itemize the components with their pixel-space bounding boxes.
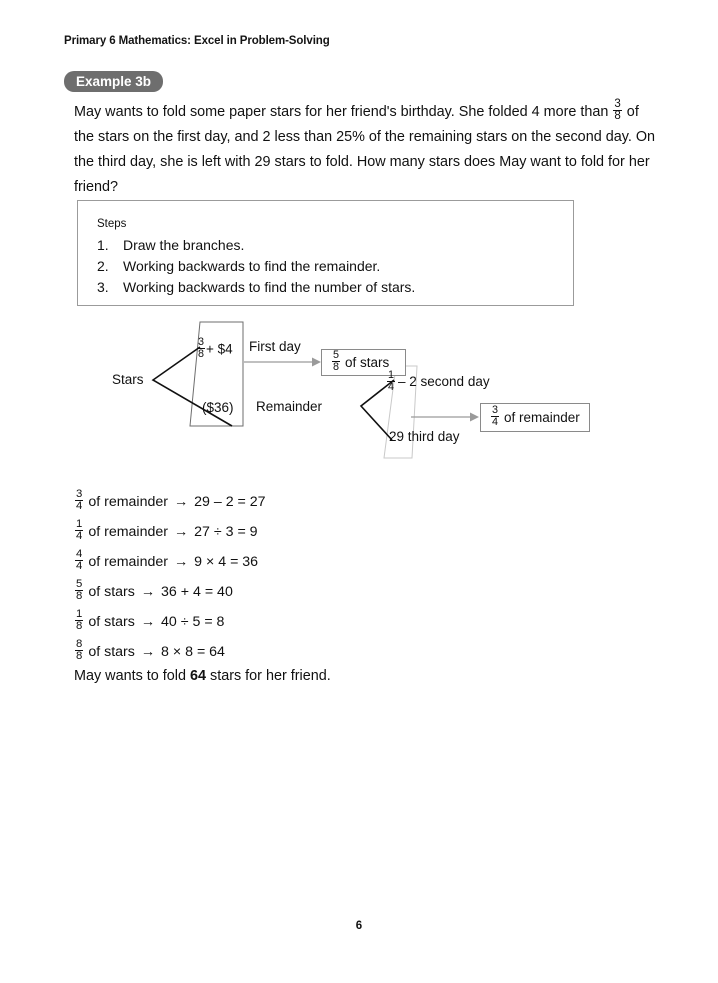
fraction-denominator: 8 (333, 360, 340, 373)
fraction-three-eighths (197, 337, 205, 360)
steps-title: Steps (97, 218, 127, 230)
fraction-denominator: 4 (492, 415, 499, 428)
first-day-result-text: of stars (345, 355, 390, 370)
fraction-three-quarters (491, 405, 499, 428)
solution-fraction (75, 519, 83, 543)
first-branch-bottom-label: ($36) (202, 400, 234, 415)
solution-fraction (75, 549, 83, 573)
solution-fraction (75, 579, 83, 603)
arrow-icon: → (173, 554, 189, 570)
step-number: 3. (97, 279, 109, 295)
fraction-denominator: 4 (388, 380, 395, 393)
example-badge: Example 3b (64, 71, 163, 92)
second-branch-top-label (386, 368, 490, 394)
first-branch-top-operation: + $4 (206, 341, 233, 357)
step-text: Working backwards to find the remainder. (123, 258, 381, 274)
solution-line (74, 607, 614, 637)
fraction-numerator: 3 (76, 487, 83, 500)
first-day-arrow-head (312, 358, 321, 367)
step-number: 1. (97, 237, 109, 253)
steps-list (97, 235, 415, 298)
step-item-1 (97, 235, 415, 256)
solution-expression: 40 ÷ 5 = 8 (161, 614, 225, 630)
fraction-numerator: 1 (388, 368, 395, 381)
page-number: 6 (355, 920, 363, 932)
solution-line (74, 487, 614, 517)
remainder-arrow-head (470, 413, 479, 422)
remainder-result-text: of remainder (504, 410, 580, 425)
arrow-icon: → (140, 584, 156, 600)
diagram-root-label: Stars (112, 372, 144, 387)
running-head: Primary 6 Mathematics: Excel in Problem-Solving (64, 35, 330, 47)
problem-statement (74, 97, 659, 200)
fraction-numerator: 3 (614, 97, 621, 110)
fraction-numerator: 1 (76, 607, 83, 620)
fraction-denominator: 4 (76, 500, 83, 513)
fraction-numerator: 1 (76, 517, 83, 530)
step-item-2 (97, 256, 415, 277)
fraction-denominator: 8 (614, 110, 621, 123)
fraction-numerator: 3 (198, 335, 205, 348)
solution-expression: 8 × 8 = 64 (161, 644, 225, 660)
fraction-denominator: 8 (76, 620, 83, 633)
first-branch-top-label (196, 335, 233, 361)
fraction-denominator: 8 (76, 650, 83, 663)
arrow-icon: → (173, 494, 189, 510)
problem-text-part1: May wants to fold some paper stars for her friend's birthday. She folded 4 more than (74, 104, 613, 120)
solution-line (74, 547, 614, 577)
problem-fraction-three-eighths (613, 99, 621, 123)
second-branch-top-operation: – 2 second day (398, 374, 490, 390)
solution-subject: of remainder (88, 554, 168, 570)
fraction-numerator: 4 (76, 547, 83, 560)
solution-subject: of remainder (88, 494, 168, 510)
solution-fraction (75, 609, 83, 633)
step-text: Draw the branches. (123, 237, 245, 253)
fraction-numerator: 8 (76, 637, 83, 650)
step-text: Working backwards to find the number of stars. (123, 279, 416, 295)
solution-fraction (75, 489, 83, 513)
fraction-denominator: 4 (76, 530, 83, 543)
remainder-result-box (480, 403, 590, 432)
solution-line (74, 517, 614, 547)
problem-text-part2: of the stars on the first day, and 2 less than 25% of the remaining stars on the second day. On the third day, she is left with 29 stars to fold. How many stars does May want to fold for her friend? (74, 104, 656, 195)
fraction-numerator: 3 (492, 403, 499, 416)
fraction-five-eighths (332, 350, 340, 373)
solution-expression: 36 + 4 = 40 (161, 584, 233, 600)
solution-subject: of stars (88, 584, 135, 600)
branch-diagram (0, 318, 718, 463)
final-answer (74, 668, 331, 684)
second-branch-bottom-label: 29 third day (389, 429, 460, 444)
fraction-denominator: 8 (198, 347, 205, 360)
solution-fraction (75, 639, 83, 663)
solution-expression: 27 ÷ 3 = 9 (194, 524, 258, 540)
remainder-label: Remainder (256, 399, 323, 414)
fraction-numerator: 5 (76, 577, 83, 590)
arrow-icon: → (140, 644, 156, 660)
step-item-3 (97, 277, 415, 298)
solution-subject: of stars (88, 644, 135, 660)
solution-subject: of stars (88, 614, 135, 630)
solution-expression: 29 – 2 = 27 (194, 494, 266, 510)
fraction-one-quarter (387, 370, 395, 393)
solution-line (74, 637, 614, 667)
solution-block (74, 487, 614, 667)
fraction-numerator: 5 (333, 348, 340, 361)
answer-suffix: stars for her friend. (206, 668, 331, 684)
fraction-denominator: 4 (76, 560, 83, 573)
arrow-icon: → (173, 524, 189, 540)
first-day-label: First day (249, 339, 301, 354)
steps-box (77, 200, 574, 306)
step-number: 2. (97, 258, 109, 274)
answer-prefix: May wants to fold (74, 668, 190, 684)
solution-line (74, 577, 614, 607)
diagram-lines (0, 318, 718, 463)
answer-value: 64 (189, 668, 206, 684)
arrow-icon: → (140, 614, 156, 630)
fraction-denominator: 8 (76, 590, 83, 603)
solution-subject: of remainder (88, 524, 168, 540)
solution-expression: 9 × 4 = 36 (194, 554, 259, 570)
